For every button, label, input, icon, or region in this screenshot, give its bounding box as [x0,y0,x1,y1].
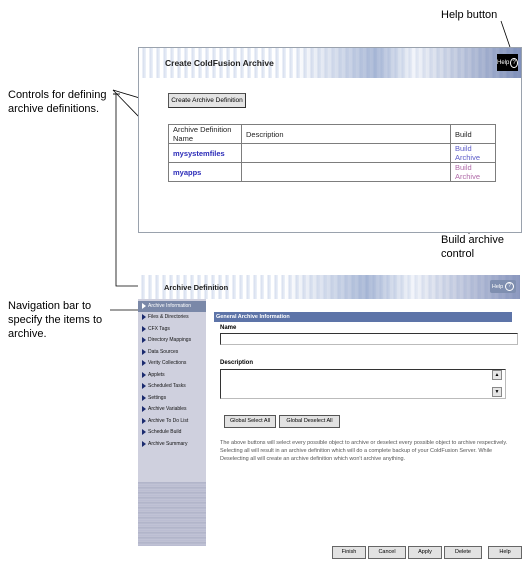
nav-item-label: Files & Directories [148,314,189,320]
nav-callout-line3: archive. [8,328,47,340]
nav-item-data-sources[interactable] [138,347,206,358]
archive-definitions-table [168,124,496,182]
column-header-description: Description [242,125,451,144]
nav-item-label: Scheduled Tasks [148,383,186,389]
nav-item-label: Settings [148,394,167,401]
nav-decoration [138,482,206,546]
name-label: Name [220,325,237,331]
nav-item-archive-information[interactable] [138,301,206,312]
nav-item-cfx-tags[interactable] [138,324,206,335]
build-callout-line2: control [441,248,475,260]
global-select-all-button[interactable]: Global Select All [224,415,276,428]
apply-button[interactable]: Apply [408,546,442,559]
arrow-right-icon [142,360,146,366]
nav-callout-line1: Navigation bar to [8,300,92,312]
column-header-name: Archive Definition Name [169,125,242,144]
arrow-right-icon [142,372,146,378]
arrow-right-icon [142,314,146,320]
build-archive-link[interactable]: Build Archive [455,163,481,181]
definition-description [242,163,451,182]
build-archive-link[interactable]: Build Archive [455,144,481,162]
nav-item-directory-mappings[interactable] [138,335,206,346]
nav-item-schedule-build[interactable] [138,427,206,438]
finish-button[interactable]: Finish [332,546,366,559]
navigation-bar [138,299,206,546]
nav-item-label: Archive To Do List [148,417,189,424]
help-button-callout: Help button [441,9,498,21]
nav-item-label: Archive Summary [148,440,188,447]
controls-callout-line1: Controls for defining [8,89,107,101]
nav-item-label: Applets [148,371,165,378]
nav-item-label: Archive Variables [148,406,187,412]
nav-item-archive-to-do-list[interactable] [138,416,206,427]
panel-header [138,275,520,299]
column-header-build: Build [451,125,496,144]
nav-item-verity-collections[interactable] [138,358,206,369]
nav-item-settings[interactable] [138,393,206,404]
description-field[interactable] [220,369,506,399]
nav-item-label: Verity Collections [148,360,187,366]
nav-item-archive-variables[interactable] [138,404,206,415]
arrow-right-icon [142,441,146,447]
arrow-right-icon [142,303,146,309]
arrow-right-icon [142,337,146,343]
nav-item-label: Archive Information [148,303,192,309]
nav-item-label: Directory Mappings [148,337,192,343]
arrow-right-icon [142,429,146,435]
page-title: Create ColdFusion Archive [165,58,274,68]
description-label: Description [220,360,254,366]
definition-description [242,144,451,163]
nav-item-scheduled-tasks[interactable] [138,381,206,392]
panel-header [139,48,521,78]
help-label: Help [491,283,504,290]
create-archive-panel [138,47,522,233]
name-field[interactable] [220,333,518,345]
info-text: The above buttons will select every possible object to archive or deselect every possible object to archive respectively. Selecting all will result in an archive definition which will do a complete backup of your ColdFusion Server. While Deselecting all will create an archive definition which won't archive anything. [220,440,508,462]
help-icon: ? [505,282,514,291]
nav-item-files-directories[interactable] [138,312,206,323]
nav-item-archive-summary[interactable] [138,439,206,450]
help-bottom-button[interactable]: Help [488,546,522,559]
definition-link-myapps[interactable]: myapps [173,167,202,177]
arrow-right-icon [142,326,146,332]
scroll-down-icon[interactable]: ▼ [492,387,502,397]
arrow-right-icon [142,349,146,355]
arrow-right-icon [142,395,146,401]
help-label: Help [497,59,510,66]
nav-item-label: CFX Tags [148,325,170,332]
section-title: General Archive Information [216,314,290,320]
scroll-up-icon[interactable]: ▲ [492,370,502,380]
arrow-right-icon [142,383,146,389]
global-deselect-all-button[interactable]: Global Deselect All [279,415,340,428]
help-button[interactable] [490,280,516,293]
bottom-button-bar [138,546,520,559]
arrow-right-icon [142,418,146,424]
nav-item-label: Schedule Build [148,429,182,435]
help-button[interactable] [497,54,518,71]
arrow-right-icon [142,406,146,412]
definition-link-mysystemfiles[interactable]: mysystemfiles [173,148,225,158]
table-header-row [169,125,496,144]
nav-item-label: Data Sources [148,348,179,355]
page-title: Archive Definition [164,283,229,292]
archive-definition-panel [138,275,520,546]
create-archive-definition-button[interactable]: Create Archive Definition [168,93,246,108]
build-callout-line1: Build archive [441,234,504,246]
table-row [169,144,496,163]
delete-button[interactable]: Delete [444,546,482,559]
controls-callout-line2: archive definitions. [8,103,100,115]
help-icon: ? [510,58,518,68]
nav-callout-line2: specify the items to [8,314,103,326]
table-row [169,163,496,182]
nav-item-applets[interactable] [138,370,206,381]
cancel-button[interactable]: Cancel [368,546,406,559]
